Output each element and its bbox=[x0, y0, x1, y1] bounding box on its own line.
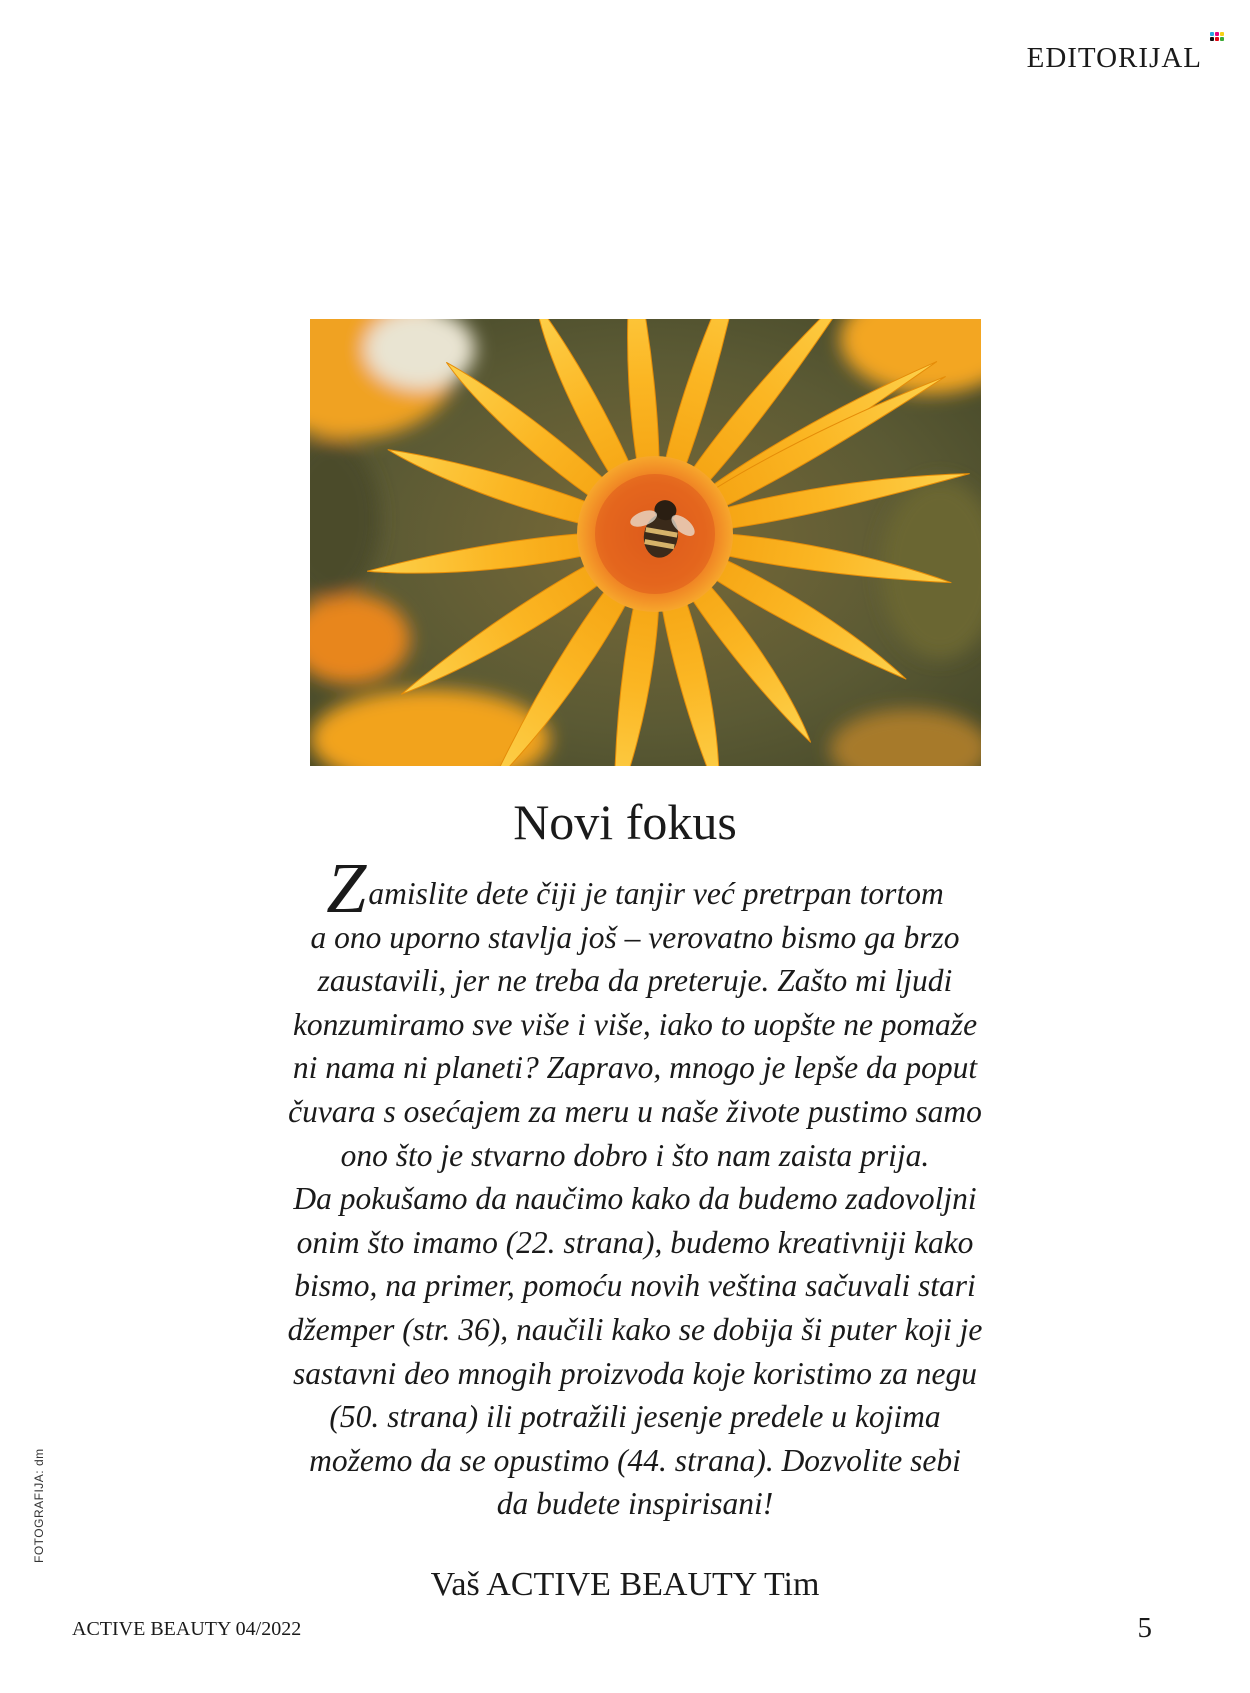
body-line-1: Zamislite dete čiji je tanjir već pretrpan tortom bbox=[326, 848, 944, 928]
body-line: ono što je stvarno dobro i što nam zaista prija. bbox=[340, 1137, 930, 1173]
body-line: Da pokušamo da naučimo kako da budemo zadovoljni bbox=[293, 1181, 977, 1217]
footer-issue: ACTIVE BEAUTY 04/2022 bbox=[72, 1618, 302, 1640]
flower-photo bbox=[310, 319, 981, 766]
body-line: da budete inspirisani! bbox=[496, 1486, 774, 1522]
body-line: ni nama ni planeti? Zapravo, mnogo je lepše da poput bbox=[292, 1050, 978, 1086]
body-line: onim što imamo (22. strana), budemo kreativniji kako bbox=[296, 1224, 974, 1260]
drop-cap: Z bbox=[326, 848, 367, 928]
body-line: konzumiramo sve više i više, iako to uopšte ne pomaže bbox=[292, 1006, 978, 1042]
article-title: Novi fokus bbox=[513, 794, 737, 850]
page-number: 5 bbox=[1137, 1612, 1152, 1644]
body-line: čuvara s osećajem za meru u naše živote pustimo samo bbox=[288, 1093, 982, 1129]
body-line: džemper (str. 36), naučili kako se dobija ši puter koji je bbox=[287, 1311, 983, 1347]
section-label: EDITORIJAL bbox=[1026, 42, 1202, 74]
body-line: sastavni deo mnogih proizvoda koje koristimo za negu bbox=[293, 1355, 977, 1391]
body-line: (50. strana) ili potražili jesenje predele u kojima bbox=[329, 1399, 941, 1435]
body-line: zaustavili, jer ne treba da preteruje. Zašto mi ljudi bbox=[317, 963, 953, 999]
signature: Vaš ACTIVE BEAUTY Tim bbox=[430, 1566, 820, 1603]
body-line: možemo da se opustimo (44. strana). Dozvolite sebi bbox=[309, 1442, 961, 1478]
photo-credit: FOTOGRAFIJA: dm bbox=[32, 1448, 46, 1563]
body-line: bismo, na primer, pomoću novih veština sačuvali stari bbox=[294, 1268, 976, 1304]
article-body bbox=[215, 848, 1055, 1526]
flower-illustration bbox=[310, 319, 981, 766]
print-color-marks bbox=[1210, 32, 1224, 42]
body-line: a ono uporno stavlja još – verovatno bismo ga brzo bbox=[310, 919, 960, 955]
